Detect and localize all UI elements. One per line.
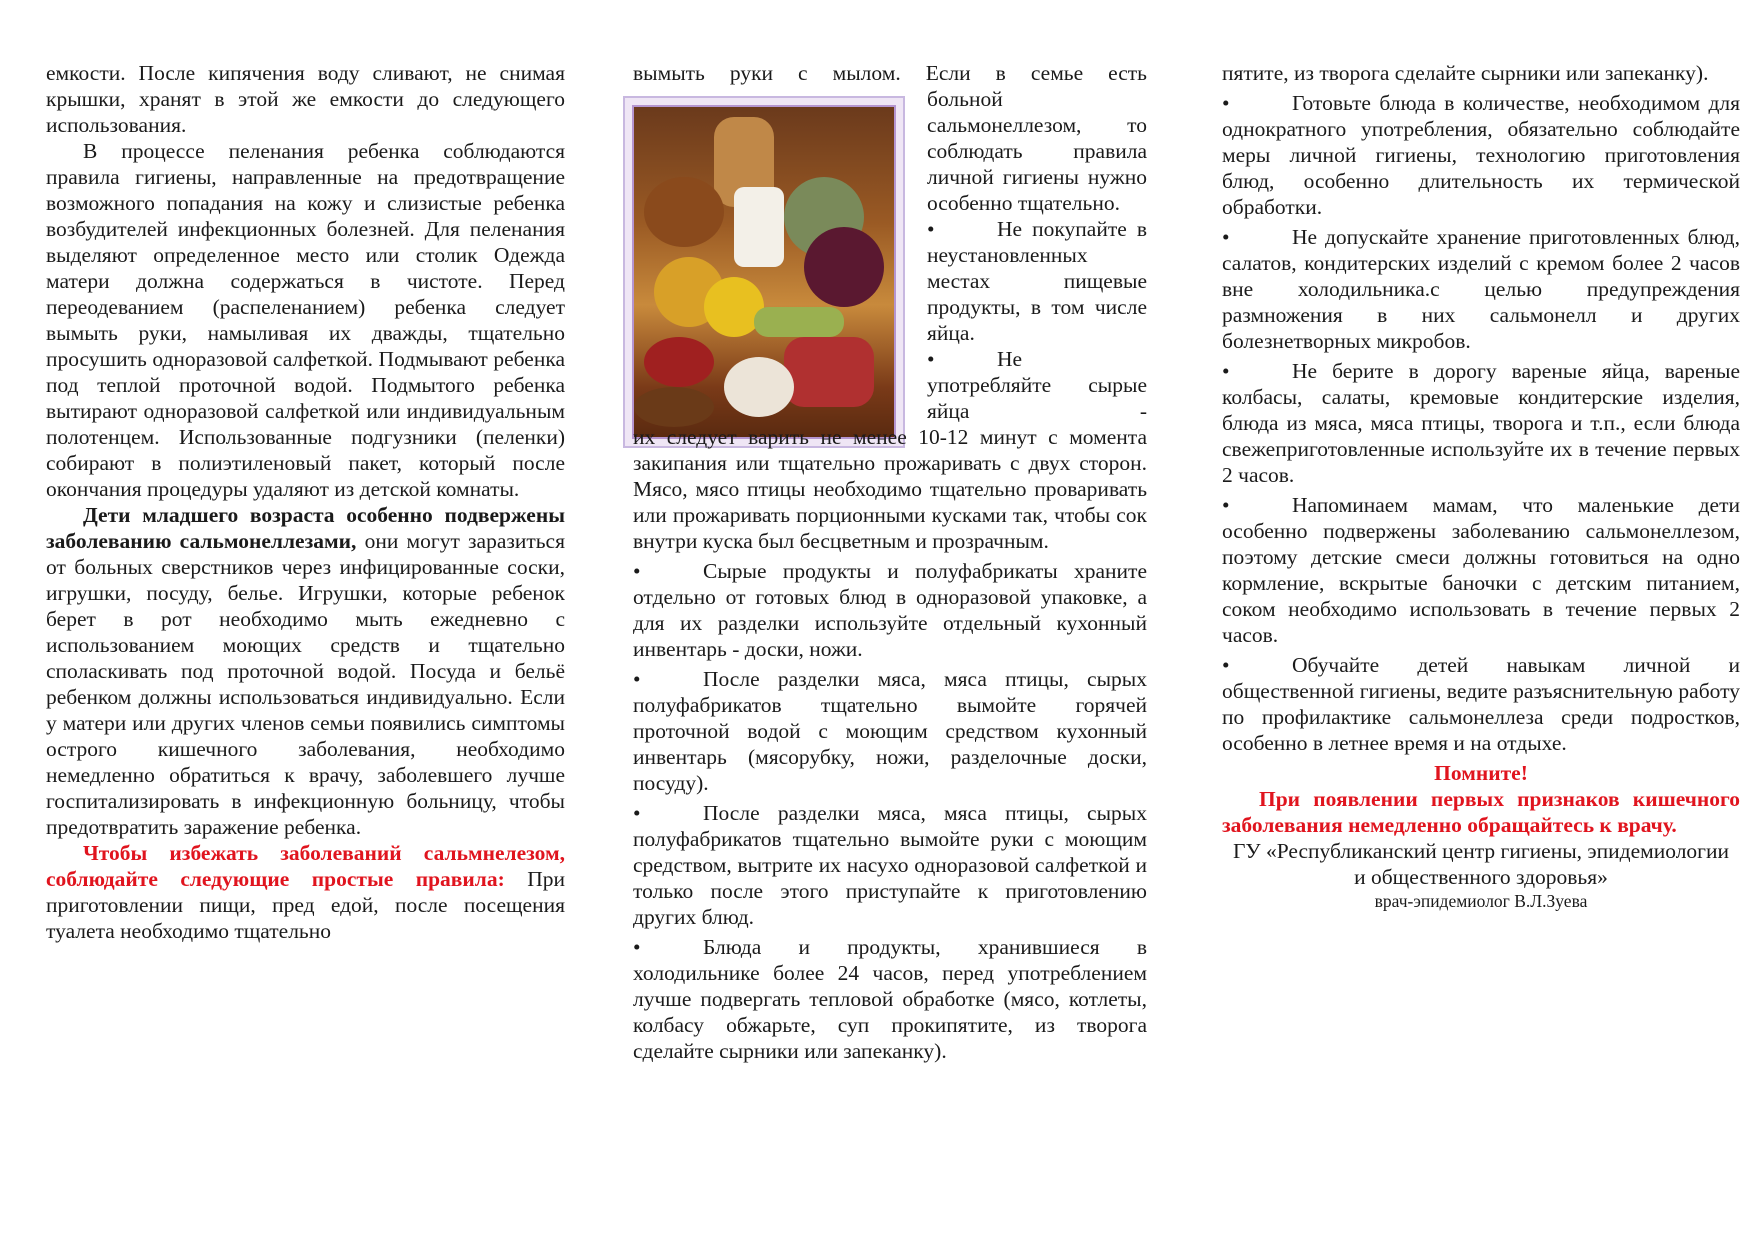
paragraph-sick-family: больной сальмонеллезом, то соблюдать правила личной гигиены нужно особенно тщательно. xyxy=(927,87,1147,215)
paragraph-eggs-continued: их следует варить не менее 10-12 минут с момента закипания или тщательно прожаривать с двух сторон. Мясо, мясо птицы необходимо тщательно проваривать или прожаривать порционными кусками так, чтобы сок внутри куска был бесцветным и прозрачным. xyxy=(633,425,1147,553)
bullet-travel: • Не берите в дорогу вареные яйца, вареные колбасы, салаты, кремовые кондитерские изделия, блюда из мяса, мяса птицы, творога и т.п., если блюда свежеприготовленные используйте их в течение первых 2 часов. xyxy=(1222,359,1740,487)
bullet-storage: • Не допускайте хранение приготовленных блюд, салатов, кондитерских изделий с кремом более 2 часов вне холодильника.с целью предупреждения размножения в них сальмонелл и других болезнетворных микробов. xyxy=(1222,225,1740,353)
bullet-marker: • xyxy=(1222,359,1230,383)
paragraph-boiling: емкости. После кипячения воду сливают, не снимая крышки, хранят в этой же емкости до следующего использования. xyxy=(46,61,565,137)
bullet-marker: • xyxy=(1222,653,1230,677)
children-rest: они могут заразиться от больных сверстников через инфицированные соски, игрушки, посуду, белье. Игрушки, которые ребенок берет в рот необходимо мыть ежедневно с использованием моющих средств и тщательно споласкивать под проточной водой. Посуда и бельё ребенком должны использоваться индивидуально. Если у матери или других членов семьи появились симптомы острого кишечного заболевания, необходимо немедленно обратиться к врачу, заболевшего лучше госпитализировать в инфекционную больницу, чтобы предотвратить заражение ребенка. xyxy=(46,529,565,839)
bullet-education: • Обучайте детей навыкам личной и общественной гигиены, ведите разъяснительную работу по профилактике сальмонеллеза среди подростков, особенно в летнее время и на отдыхе. xyxy=(1222,653,1740,755)
remember-heading: Помните! xyxy=(1434,761,1528,785)
bullet-marker: • xyxy=(633,801,641,825)
text-beside-photo xyxy=(633,86,1147,424)
bullet-marker: • xyxy=(1222,493,1230,517)
paragraph-children xyxy=(46,502,565,840)
rules-rest: При приготовлении пищи, пред едой, после посещения туалета необходимо тщательно xyxy=(46,867,565,943)
bullet-raw-products: • Сырые продукты и полуфабрикаты храните отдельно от готовых блюд в одноразовой упаковке, а для их разделки используйте отдельный кухонный инвентарь - доски, ножи. xyxy=(633,559,1147,661)
bullet-dont-buy: • Не покупайте в неустановленных местах пищевые продукты, в том числе яйца. xyxy=(927,217,1147,345)
column-middle xyxy=(633,60,1147,1063)
bullet-wash-hands: • После разделки мяса, мяса птицы, сырых полуфабрикатов тщательно вымойте руки с моющим средством, вытрите их насухо одноразовой салфеткой и только после этого приступайте к приготовлению других блюд. xyxy=(633,801,1147,929)
paragraph-rules xyxy=(46,840,565,944)
bullet-marker: • xyxy=(1222,225,1230,249)
bullet-marker: • xyxy=(633,667,641,691)
children-bold: Дети младшего возраста особенно подвержены заболеванию сальмонеллезами, xyxy=(46,503,565,553)
paragraph-continued: пятите, из творога сделайте сырники или запеканку). xyxy=(1222,61,1709,85)
bullet-wash-inventory: • После разделки мяса, мяса птицы, сырых полуфабрикатов тщательно вымойте горячей проточной водой с моющим средством кухонный инвентарь (мясорубку, ножи, разделочные доски, посуду). xyxy=(633,667,1147,795)
bullet-fridge: • Блюда и продукты, хранившиеся в холодильнике более 24 часов, перед употреблением лучше подвергать тепловой обработке (мясо, котлеты, колбасу обжарьте, суп прокипятите, из творога сделайте сырники или запеканку). xyxy=(633,935,1147,1063)
rules-heading: Чтобы избежать заболеваний сальмнелезом, соблюдайте следующие простые правила: xyxy=(46,841,565,891)
bullet-mothers: • Напоминаем мамам, что маленькие дети особенно подвержены заболеванию сальмонеллезом, поэтому детские смеси должны готовиться на одно кормление, вскрытые баночки с детским питанием, соком необходимо использовать в течение первых 2 часов. xyxy=(1222,493,1740,647)
warning-text: При появлении первых признаков кишечного заболевания немедленно обращайтесь к врачу. xyxy=(1222,787,1740,837)
doctor-signature: врач-эпидемиолог В.Л.Зуева xyxy=(1374,891,1588,911)
column-right xyxy=(1222,60,1740,912)
bullet-marker: • xyxy=(1222,91,1230,115)
paragraph-swaddling: В процессе пеленания ребенка соблюдаются правила гигиены, направленные на предотвращение возможного попадания на кожу и слизистые ребенка возбудителей инфекционных болезней. Для пеленания выделяют определенное место или столик Одежда матери должна содержаться в чистоте. Перед переодеванием (распеленанием) ребенка следует вымыть руки, намыливая их дважды, тщательно просушить одноразовой салфеткой. Подмывают ребенка под теплой проточной водой. Подмытого ребенка вытирают одноразовой салфеткой или индивидуальным полотенцем. Использованные подгузники (пеленки) собирают в полиэтиленовый пакет, который после окончания процедуры удаляют из детской комнаты. xyxy=(46,139,565,501)
column-left xyxy=(46,60,565,944)
bullet-marker: • xyxy=(927,217,935,241)
bullet-marker: • xyxy=(633,935,641,959)
organization-name: ГУ «Республиканский центр гигиены, эпидемиологии и общественного здоровья» xyxy=(1232,839,1730,889)
bullet-portions: • Готовьте блюда в количестве, необходимом для однократного употребления, обязательно соблюдайте меры личной гигиены, технологию приготовления блюд, особенно длительность их термической обработки. xyxy=(1222,91,1740,219)
bullet-raw-eggs: • Не употребляйте сырые яйца - xyxy=(927,347,1147,423)
bullet-marker: • xyxy=(633,559,641,583)
bullet-marker: • xyxy=(927,347,935,371)
top-line: вымыть руки с мылом. Если в семье есть xyxy=(633,61,1147,85)
